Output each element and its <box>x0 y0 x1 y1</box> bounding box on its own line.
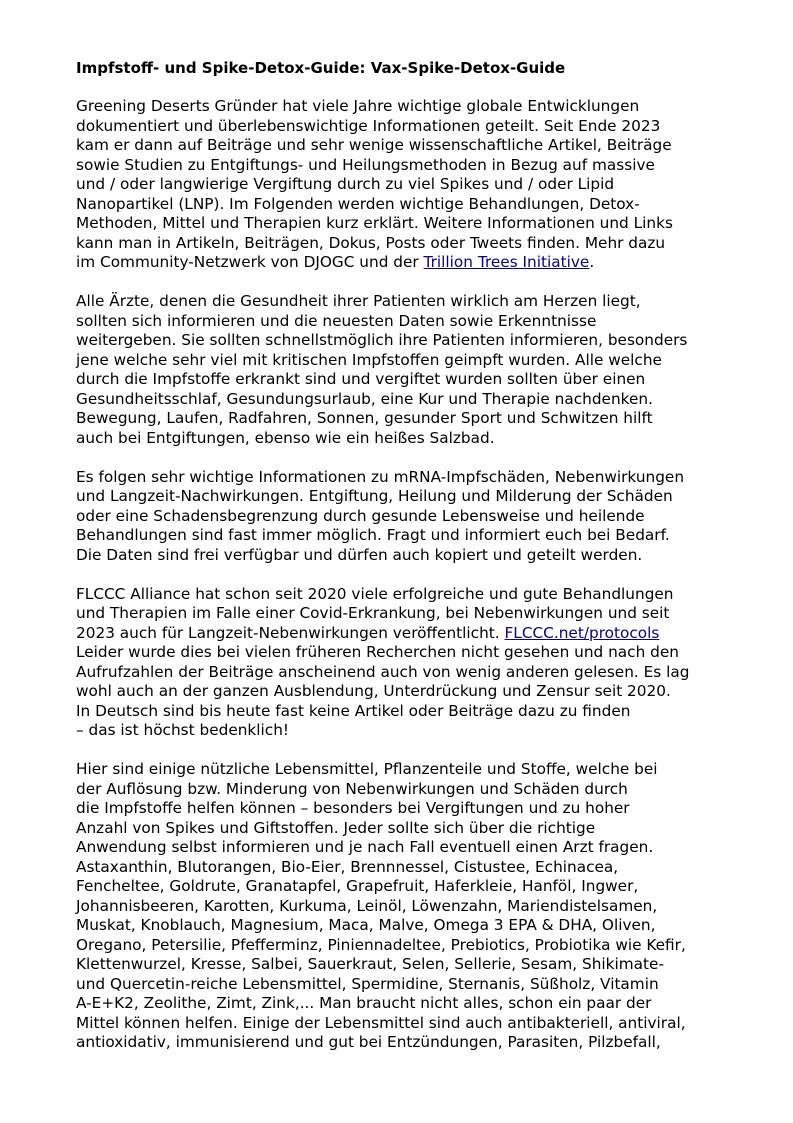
text-line: die Impfstoffe helfen können – besonders bei Vergiftungen und zu hoher <box>76 799 630 817</box>
text-line: A-E+K2, Zeolithe, Zimt, Zink,... Man braucht nicht alles, schon ein paar der <box>76 994 652 1012</box>
text-line: und / oder langwierige Vergiftung durch zu viel Spikes und / oder Lipid <box>76 175 615 193</box>
text-line: jene welche sehr viel mit kritischen Impfstoffen geimpft wurden. Alle welche <box>76 350 662 369</box>
text-line: weitergeben. Sie sollten schnellstmöglich ihre Patienten informieren, besonders <box>76 331 688 349</box>
text-line: sowie Studien zu Entgiftungs- und Heilungsmethoden in Bezug auf massive <box>76 155 655 174</box>
paragraph-flccc <box>76 585 726 741</box>
text-line: Die Daten sind frei verfügbar und dürfen auch kopiert und geteilt werden. <box>76 545 643 564</box>
text-line: auch bei Entgiftungen, ebenso wie ein heißes Salzbad. <box>76 428 495 447</box>
text-line: antioxidativ, immunisierend und gut bei Entzündungen, Parasiten, Pilzbefall, <box>76 1033 661 1051</box>
document-page <box>76 58 726 1072</box>
text-line: Anzahl von Spikes und Giftstoffen. Jeder sollte sich über die richtige <box>76 818 596 837</box>
text-line: und Langzeit-Nachwirkungen. Entgiftung, Heilung und Milderung der Schäden <box>76 487 673 505</box>
text-line: Methoden, Mittel und Therapien kurz erklärt. Weitere Informationen und Links <box>76 214 673 232</box>
text-line: der Auflösung bzw. Minderung von Nebenwirkungen und Schäden durch <box>76 779 628 798</box>
text-line: Es folgen sehr wichtige Informationen zu mRNA-Impfschäden, Nebenwirkungen <box>76 467 685 486</box>
paragraph-intro <box>76 97 726 273</box>
text-line: Leider wurde dies bei vielen früheren Recherchen nicht gesehen und nach den <box>76 643 679 661</box>
text-line: Alle Ärzte, denen die Gesundheit ihrer Patienten wirklich am Herzen liegt, <box>76 292 641 310</box>
trillion-trees-initiative-link[interactable]: Trillion Trees Initiative <box>423 253 590 271</box>
text-segment: 2023 auch für Langzeit-Nebenwirkungen veröffentlicht. <box>76 623 505 642</box>
text-line: Klettenwurzel, Kresse, Salbei, Sauerkraut, Selen, Sellerie, Sesam, Shikimate- <box>76 955 664 973</box>
text-line: kam er dann auf Beiträge und sehr wenige wissenschaftliche Artikel, Beiträge <box>76 136 672 154</box>
text-line: wohl auch an der ganzen Ausblendung, Unterdrückung und Zensur seit 2020. <box>76 682 671 700</box>
text-line: Astaxanthin, Blutorangen, Bio-Eier, Brennnessel, Cistustee, Echinacea, <box>76 857 619 876</box>
text-line: dokumentiert und überlebenswichtige Informationen geteilt. Seit Ende 2023 <box>76 116 661 135</box>
flccc-protocols-link[interactable]: FLCCC.net/protocols <box>504 623 660 642</box>
text-line: Mittel können helfen. Einige der Lebensmittel sind auch antibakteriell, antiviral, <box>76 1013 686 1032</box>
paragraph-doctors <box>76 292 726 448</box>
text-line: Oregano, Petersilie, Pfefferminz, Piniennadeltee, Prebiotics, Probiotika wie Kefir, <box>76 935 686 954</box>
text-line: und Quercetin-reiche Lebensmittel, Spermidine, Sternanis, Süßholz, Vitamin <box>76 974 659 993</box>
text-line-with-link <box>76 253 726 273</box>
text-line: Nanopartikel (LNP). Im Folgenden werden wichtige Behandlungen, Detox- <box>76 194 640 213</box>
text-line: Aufrufzahlen der Beiträge anscheinend auch von wenig anderen gelesen. Es lag <box>76 662 690 681</box>
document-title: Impfstoff- und Spike-Detox-Guide: Vax-Spike-Detox-Guide <box>76 59 566 77</box>
text-line: Johannisbeeren, Karotten, Kurkuma, Leinöl, Löwenzahn, Mariendistelsamen, <box>76 896 658 915</box>
text-line: Hier sind einige nützliche Lebensmittel, Pflanzenteile und Stoffe, welche bei <box>76 760 658 778</box>
text-line: durch die Impfstoffe erkrankt sind und vergiftet wurden sollten über einen <box>76 370 646 388</box>
text-line: und Therapien im Falle einer Covid-Erkrankung, bei Nebenwirkungen und seit <box>76 604 670 622</box>
text-line: oder eine Schadensbegrenzung durch gesunde Lebensweise und heilende <box>76 506 645 525</box>
text-line: Bewegung, Laufen, Radfahren, Sonnen, gesunder Sport und Schwitzen hilft <box>76 409 653 427</box>
text-line: Fencheltee, Goldrute, Granatapfel, Grapefruit, Haferkleie, Hanföl, Ingwer, <box>76 877 639 895</box>
text-segment: . <box>589 253 595 271</box>
paragraph-foods <box>76 760 726 1053</box>
text-line: In Deutsch sind bis heute fast keine Artikel oder Beiträge dazu zu finden <box>76 701 631 720</box>
text-line: sollten sich informieren und die neuesten Daten sowie Erkenntnisse <box>76 311 597 330</box>
text-line: Behandlungen sind fast immer möglich. Fragt und informiert euch bei Bedarf. <box>76 526 670 544</box>
text-line-with-link <box>76 624 726 644</box>
text-line: kann man in Artikeln, Beiträgen, Dokus, Posts oder Tweets finden. Mehr dazu <box>76 233 666 252</box>
paragraph-information <box>76 468 726 566</box>
text-line: Anwendung selbst informieren und je nach Fall eventuell einen Arzt fragen. <box>76 838 654 856</box>
text-segment: im Community-Netzwerk von DJOGC und der <box>76 253 424 271</box>
text-line: FLCCC Alliance hat schon seit 2020 viele erfolgreiche und gute Behandlungen <box>76 584 674 603</box>
text-line: – das ist höchst bedenklich! <box>76 721 290 739</box>
text-line: Greening Deserts Gründer hat viele Jahre wichtige globale Entwicklungen <box>76 97 640 115</box>
text-line: Muskat, Knoblauch, Magnesium, Maca, Malve, Omega 3 EPA & DHA, Oliven, <box>76 916 656 934</box>
text-line: Gesundheitsschlaf, Gesundungsurlaub, eine Kur und Therapie nachdenken. <box>76 389 653 408</box>
